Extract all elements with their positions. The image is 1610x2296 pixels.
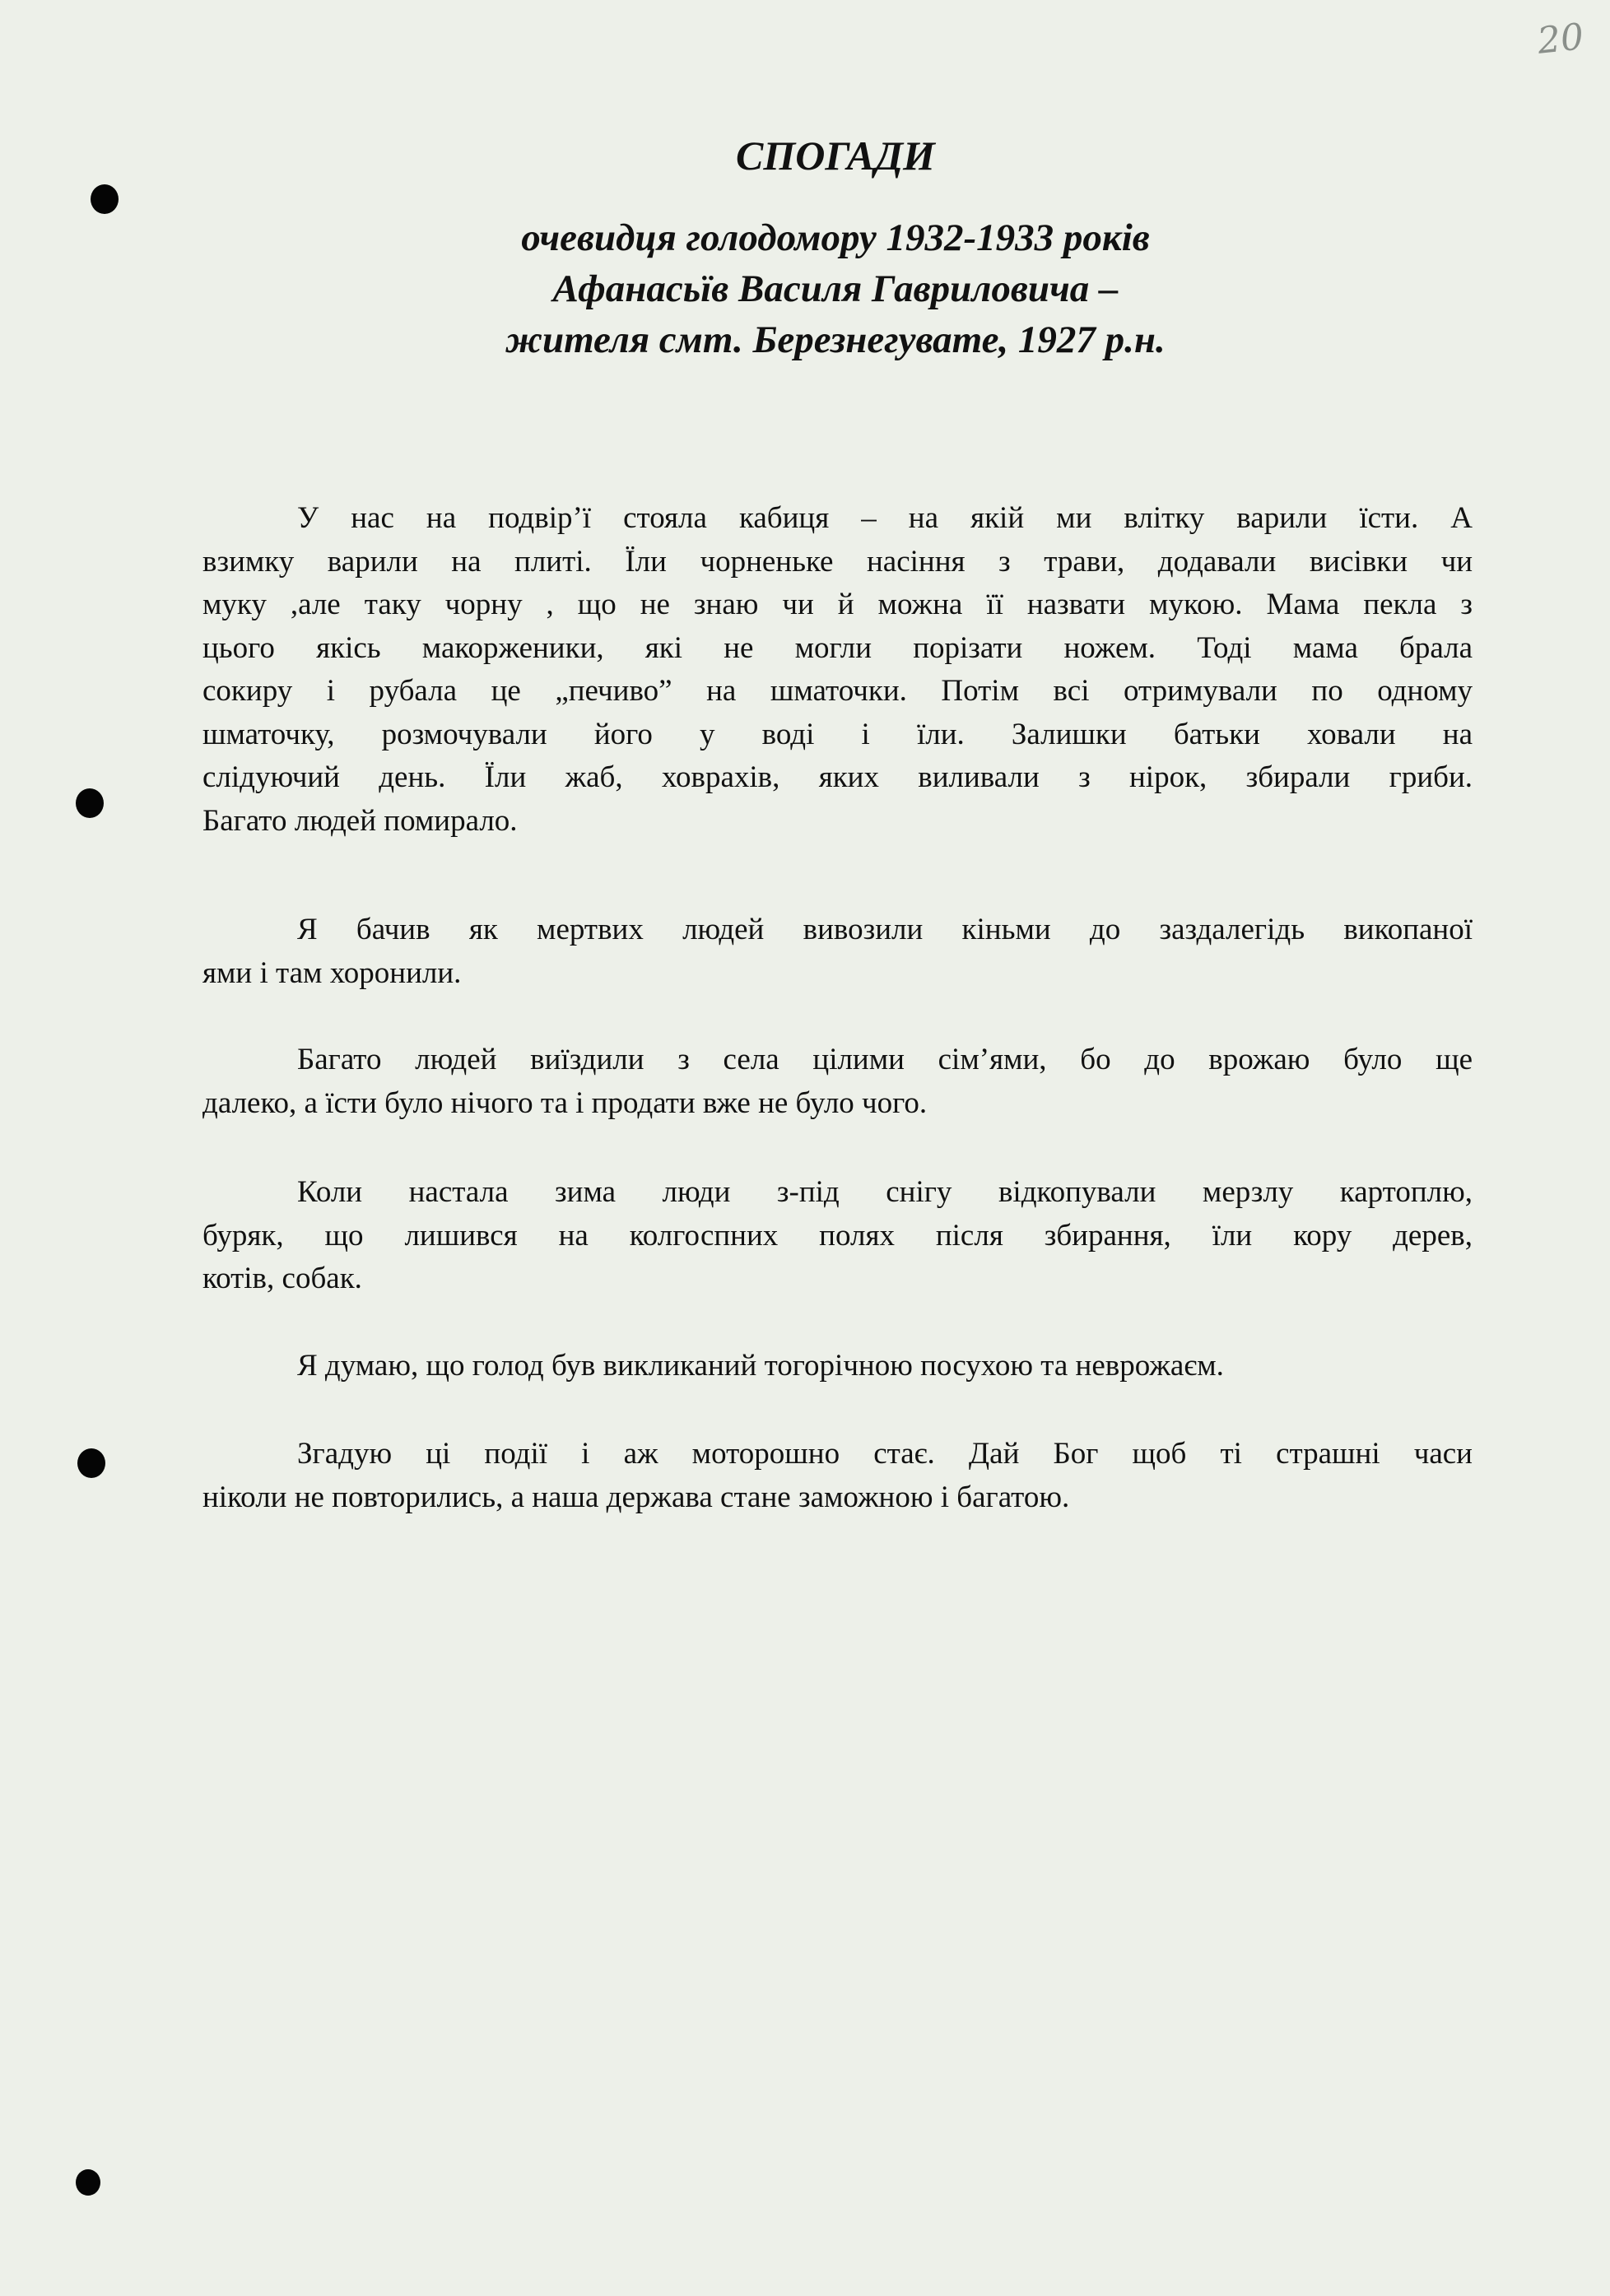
paragraph [202,909,1473,995]
text-line: слідуючий день. Їли жаб, ховрахів, яких виливали з нірок, збирали гриби. [202,760,1473,794]
text-line: Я бачив як мертвих людей вивозили кіньми до заздалегідь викопаної [297,913,1473,946]
paragraph [202,1345,1473,1388]
text-line: буряк, що лишився на колгоспних полях після збирання, їли кору дерев, [202,1218,1473,1253]
text-line: Згадую ці події і аж моторошно стає. Дай Бог щоб ті страшні часи [297,1437,1473,1471]
text-line: Багато людей помирало. [202,803,518,838]
text-line: взимку варили на плиті. Їли чорненьке насіння з трави, додавали висівки чи [202,544,1473,579]
punch-hole [76,788,104,818]
punch-hole [91,184,119,214]
paragraph [202,497,1473,843]
text-line: Я думаю, що голод був викликаний тогорічною посухою та неврожаєм. [297,1349,1224,1383]
text-line: Коли настала зима люди з-під снігу відкопували мерзлу картоплю, [297,1175,1473,1209]
subtitle-line: жителя смт. Березнегувате, 1927 р.н. [505,318,1166,361]
paragraph [202,1039,1473,1125]
subtitle-line: очевидця голодомору 1932-1933 років [521,216,1150,259]
paragraph [202,1171,1473,1301]
text-line: далеко, а їсти було нічого та і продати вже не було чого. [202,1085,928,1120]
text-line: ями і там хоронили. [202,955,462,990]
subtitle-line: Афанасьїв Василя Гавриловича – [552,267,1119,310]
text-line: У нас на подвір’ї стояла кабиця – на якій ми влітку варили їсти. А [297,501,1473,535]
text-line: сокиру і рубала це „печиво” на шматочки. Потім всі отримували по одному [202,674,1473,708]
punch-hole [76,2169,100,2196]
handwritten-page-number: 20 [1535,16,1586,63]
text-line: ніколи не повторились, а наша держава стане заможною і багатою. [202,1480,1070,1514]
text-line: шматочку, розмочували його у воді і їли. Залишки батьки ховали на [202,717,1473,751]
text-line: цього якісь макорженики, які не могли порізати ножем. Тоді мама брала [202,630,1473,665]
text-line: муку ,але таку чорну , що не знаю чи й можна її назвати мукою. Мама пекла з [202,588,1473,621]
document-title: СПОГАДИ [736,132,935,179]
punch-hole [77,1448,105,1478]
paragraph [202,1433,1473,1519]
text-line: котів, собак. [202,1262,362,1295]
text-line: Багато людей виїздили з села цілими сім’ями, бо до врожаю було ще [297,1043,1473,1076]
